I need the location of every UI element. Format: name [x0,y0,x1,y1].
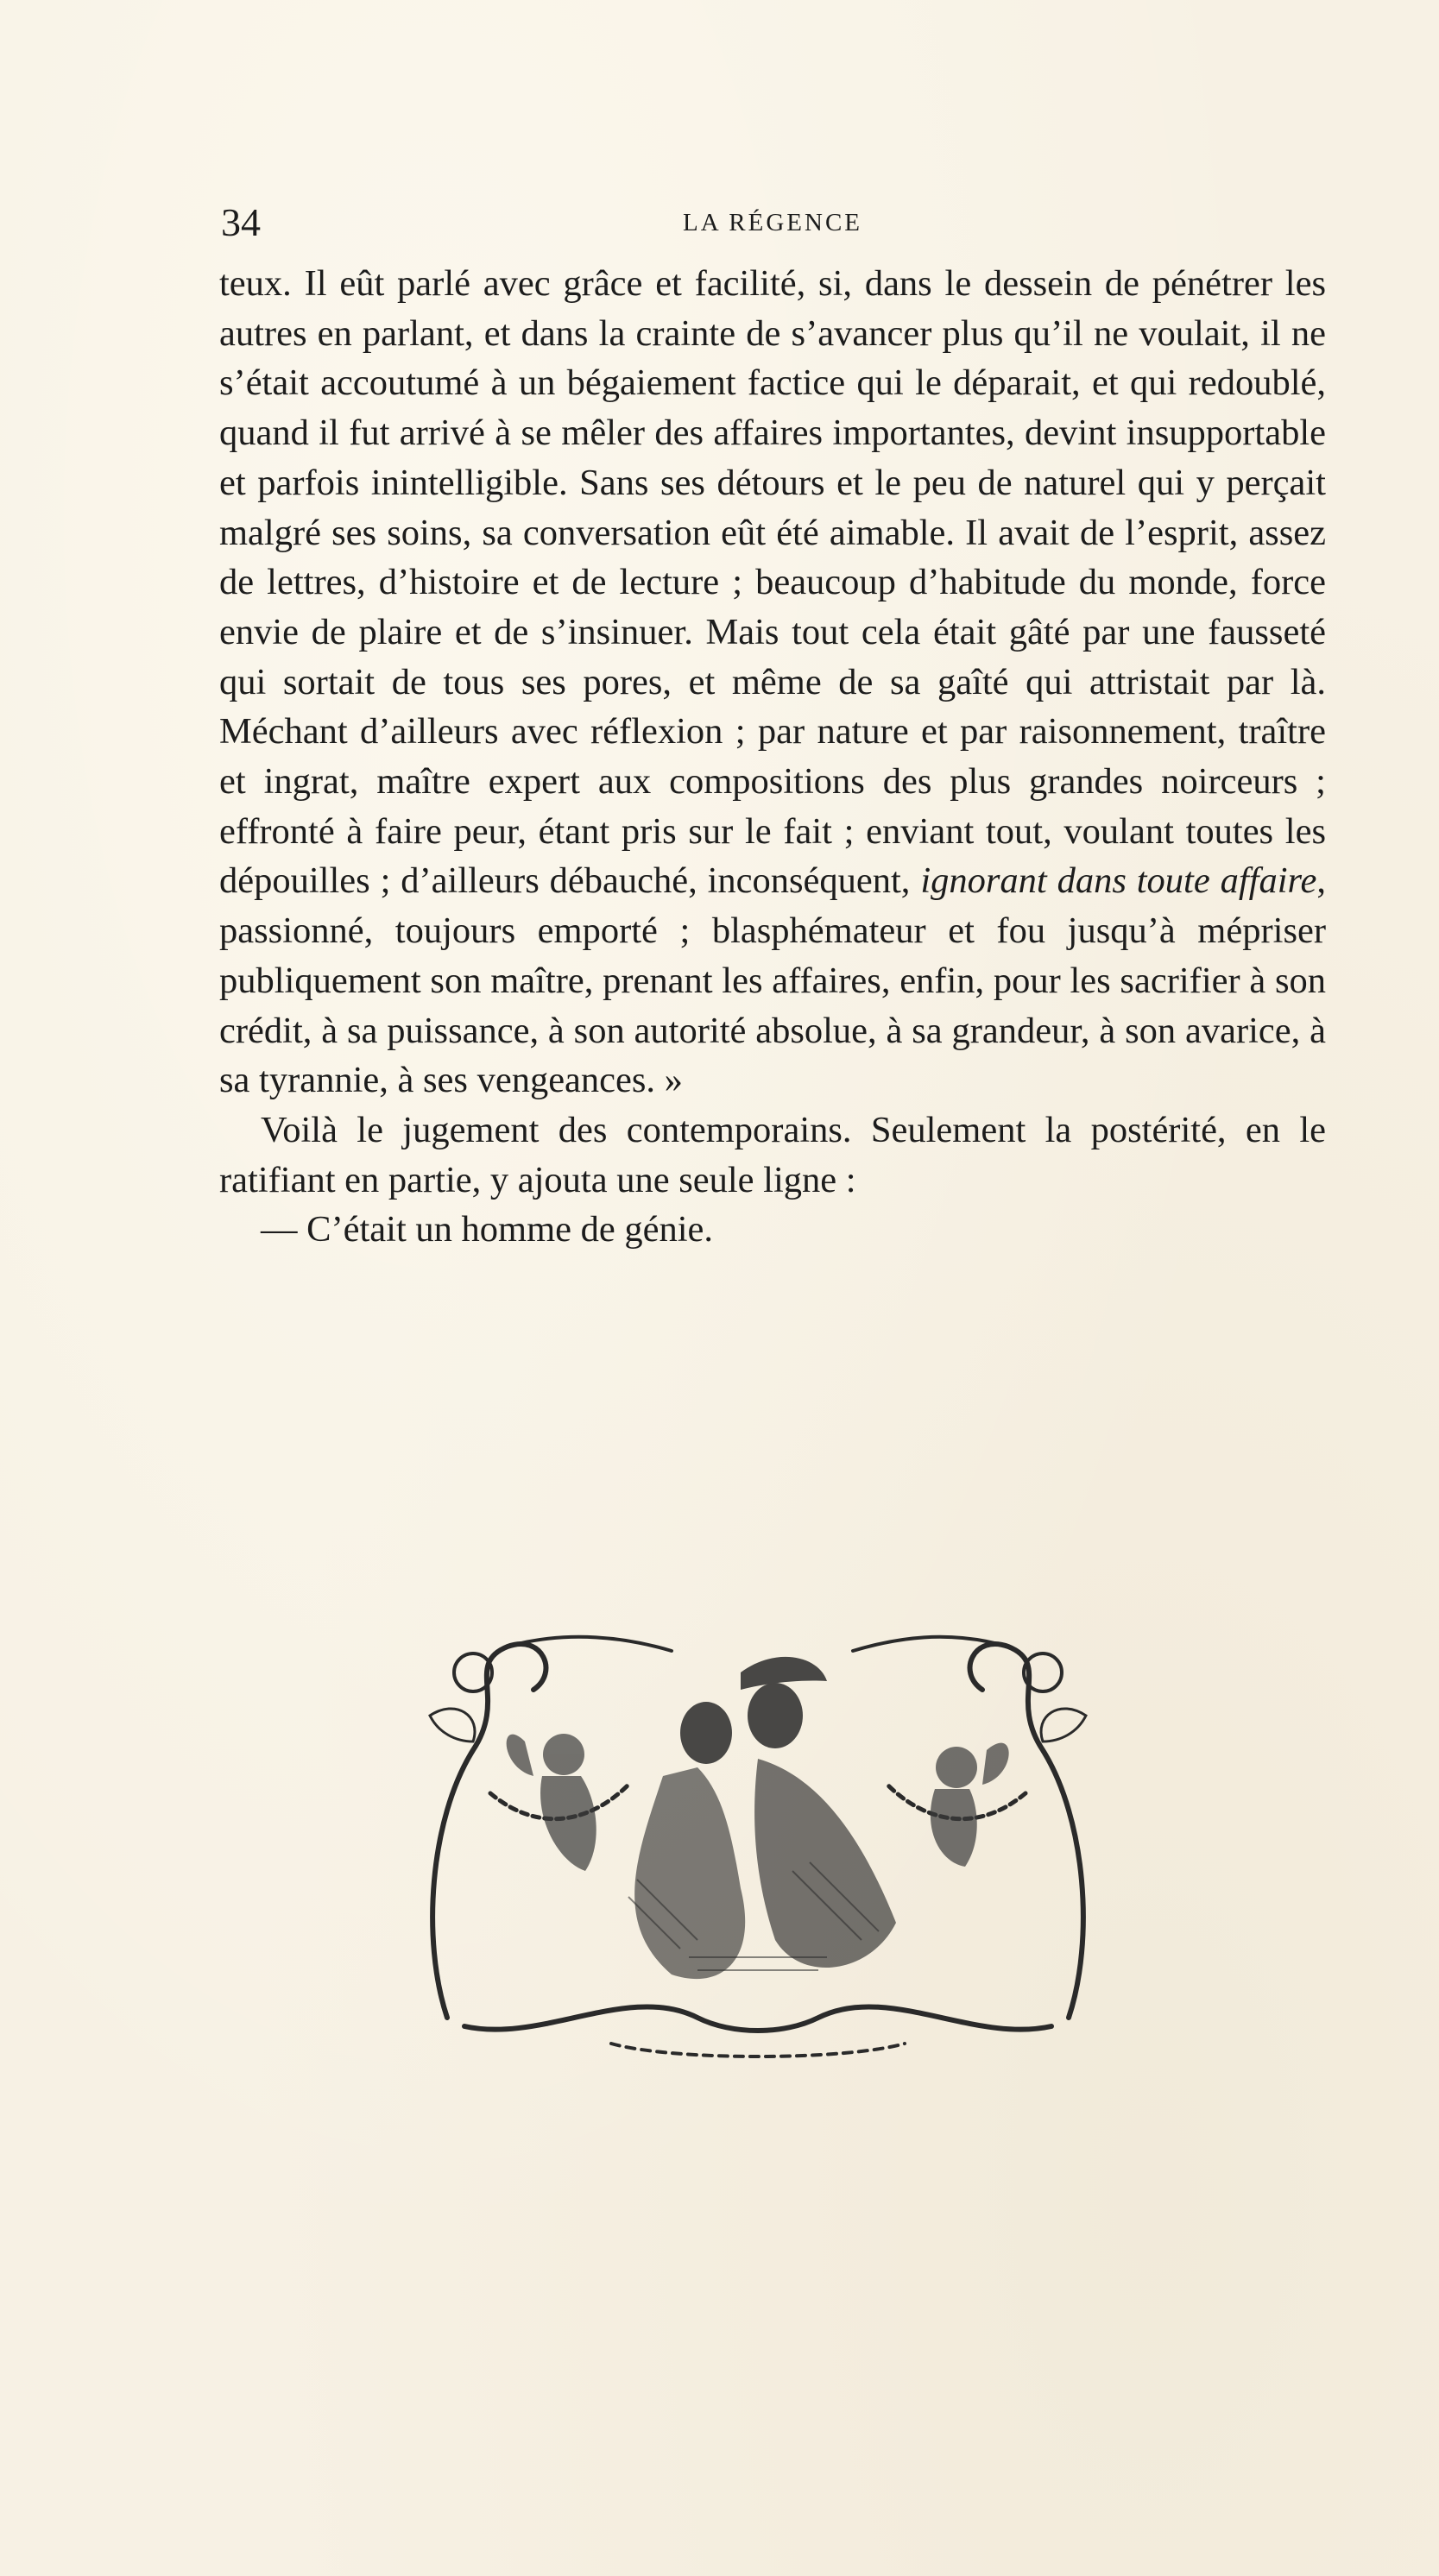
scroll-left [432,1644,546,2018]
vignette-engraving [413,1612,1103,2061]
leaf-left [430,1709,475,1741]
body-text [219,259,1326,1255]
figure-woman-dress [634,1767,745,1979]
decorative-vignette [413,1612,1103,2061]
cherub-right-body [931,1789,977,1867]
figure-man-head [748,1683,803,1748]
running-title: LA RÉGENCE [682,209,863,236]
garland-bottom [611,2044,905,2056]
cherub-right-wing [982,1743,1009,1785]
cherub-left-body [540,1776,596,1871]
page-header [219,197,1326,249]
paragraph-conclusion: — C’était un homme de génie. [261,1209,714,1250]
page-number: 34 [221,200,261,244]
paragraph-portrait-text: teux. Il eût parlé avec grâce et facilité, si, dans le dessein de pénétrer les autres en parlant, et dans la crainte de s’avancer plus qu’il ne voulait, il ne s’était accoutumé à un bégaiement factice qui le déparait, et qui redoublé, quand il fut arrivé à se mêler des affaires importantes, devint insupportable et parfois inintelligible. Sans ses détours et le peu de naturel qui y perçait malgré ses soins, sa conversation eût été aimable. Il avait de l’esprit, assez de lettres, d’histoire et de lecture ; beaucoup d’habitude du monde, force envie de plaire et de s’insinuer. Mais tout cela était gâté par une fausseté qui sortait de tous ses pores, et même de sa gaîté qui attristait par là. Méchant d’ailleurs avec réflexion ; par nature et par raisonnement, traître et ingrat, maître expert aux compositions des plus grandes noirceurs ; effronté à faire peur, étant pris sur le fait ; enviant tout, voulant toutes les dépouilles ; d’ailleurs débauché, inconséquent, [219,263,1326,902]
cherub-left-wing [507,1735,533,1776]
figure-woman-head [680,1702,732,1764]
rocaille-bottom [464,2006,1051,2031]
leaf-right [1041,1709,1086,1741]
paragraph-judgement: Voilà le jugement des contemporains. Seulement la postérité, en le ratifiant en partie, y ajouta une seule ligne : [219,1109,1326,1200]
italic-phrase: ignorant dans toute affaire [920,860,1317,902]
figure-man-coat [754,1759,896,1968]
paragraph-portrait [219,259,1326,1105]
central-figures [634,1657,896,1979]
cherub-left-head [543,1734,584,1775]
paragraph-portrait-end: , passionné, toujours emporté ; blasphémateur et fou jusqu’à mépriser publiquement son maître, prenant les affaires, enfin, pour les sacrifier à son crédit, à sa puissance, à son autorité absolue, à sa grandeur, à son avarice, à sa tyrannie, à ses vengeances. » [219,860,1326,1101]
cherub-right-head [936,1747,977,1788]
scroll-right [970,1644,1083,2018]
